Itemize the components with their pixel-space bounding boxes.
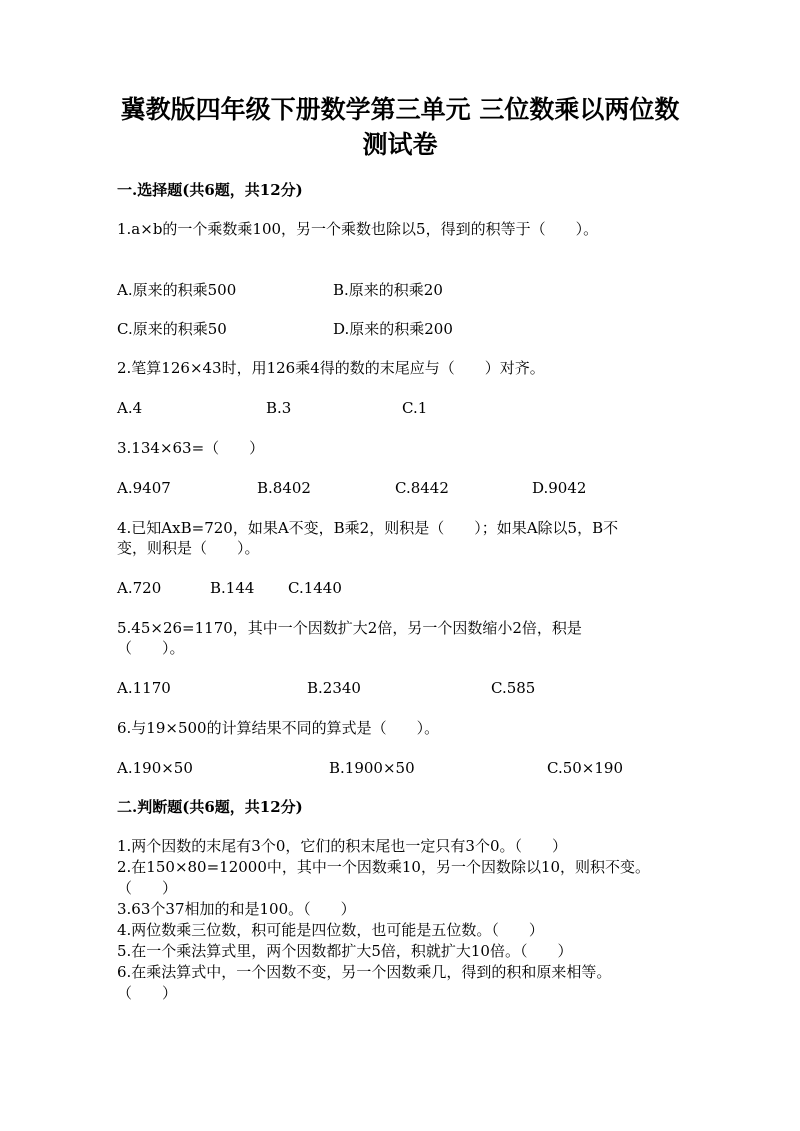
question-1-option-c: C.原来的积乘50 — [117, 320, 227, 338]
question-5-option-c: C.585 — [491, 679, 536, 697]
judgement-item-6-bracket: （ ） — [117, 984, 178, 1002]
question-1-text: 1.a×b的一个乘数乘100，另一个乘数也除以5，得到的积等于（ ）。 — [117, 220, 599, 238]
question-4-option-a: A.720 — [117, 579, 162, 597]
page-title-line1: 冀教版四年级下册数学第三单元 三位数乘以两位数 — [120, 95, 680, 124]
question-3-option-d: D.9042 — [532, 479, 587, 497]
question-2-option-c: C.1 — [402, 399, 428, 417]
question-3-option-c: C.8442 — [395, 479, 449, 497]
question-4-text-line1: 4.已知AxB=720，如果A不变，B乘2，则积是（ ）；如果A除以5，B不 — [117, 519, 619, 537]
question-5-text-line2: （ ）。 — [117, 639, 185, 657]
question-4-option-b: B.144 — [210, 579, 255, 597]
question-6-text: 6.与19×500的计算结果不同的算式是（ ）。 — [117, 719, 440, 737]
question-1-option-d: D.原来的积乘200 — [333, 320, 453, 338]
question-6-option-a: A.190×50 — [117, 759, 193, 777]
page-title-line2: 测试卷 — [362, 130, 438, 159]
question-2-option-b: B.3 — [266, 399, 292, 417]
judgement-item-5: 5.在一个乘法算式里，两个因数都扩大5倍，积就扩大10倍。（ ） — [117, 942, 573, 960]
judgement-item-2: 2.在150×80=12000中，其中一个因数乘10，另一个因数除以10，则积不变。 — [117, 858, 651, 876]
question-1-option-b: B.原来的积乘20 — [333, 281, 443, 299]
judgement-item-4: 4.两位数乘三位数，积可能是四位数，也可能是五位数。（ ） — [117, 921, 544, 939]
question-2-option-a: A.4 — [117, 399, 143, 417]
section2-heading: 二.判断题(共6题，共12分) — [117, 798, 303, 816]
question-6-option-b: B.1900×50 — [329, 759, 415, 777]
question-1-option-a: A.原来的积乘500 — [117, 281, 237, 299]
question-3-option-b: B.8402 — [257, 479, 311, 497]
judgement-item-6: 6.在乘法算式中，一个因数不变，另一个因数乘几，得到的积和原来相等。 — [117, 963, 612, 981]
judgement-item-3: 3.63个37相加的和是100。（ ） — [117, 900, 356, 918]
question-6-option-c: C.50×190 — [547, 759, 623, 777]
question-5-option-a: A.1170 — [117, 679, 171, 697]
question-5-option-b: B.2340 — [307, 679, 361, 697]
question-5-text-line1: 5.45×26=1170，其中一个因数扩大2倍，另一个因数缩小2倍，积是 — [117, 619, 582, 637]
section1-heading: 一.选择题(共6题，共12分) — [117, 181, 303, 199]
question-4-text-line2: 变，则积是（ ）。 — [117, 539, 260, 557]
question-2-text: 2.笔算126×43时，用126乘4得的数的末尾应与（ ）对齐。 — [117, 359, 545, 377]
judgement-item-1: 1.两个因数的末尾有3个0，它们的积末尾也一定只有3个0。（ ） — [117, 837, 567, 855]
judgement-item-2-bracket: （ ） — [117, 879, 178, 897]
question-3-text: 3.134×63=（ ） — [117, 439, 265, 457]
question-3-option-a: A.9407 — [117, 479, 171, 497]
question-4-option-c: C.1440 — [288, 579, 342, 597]
